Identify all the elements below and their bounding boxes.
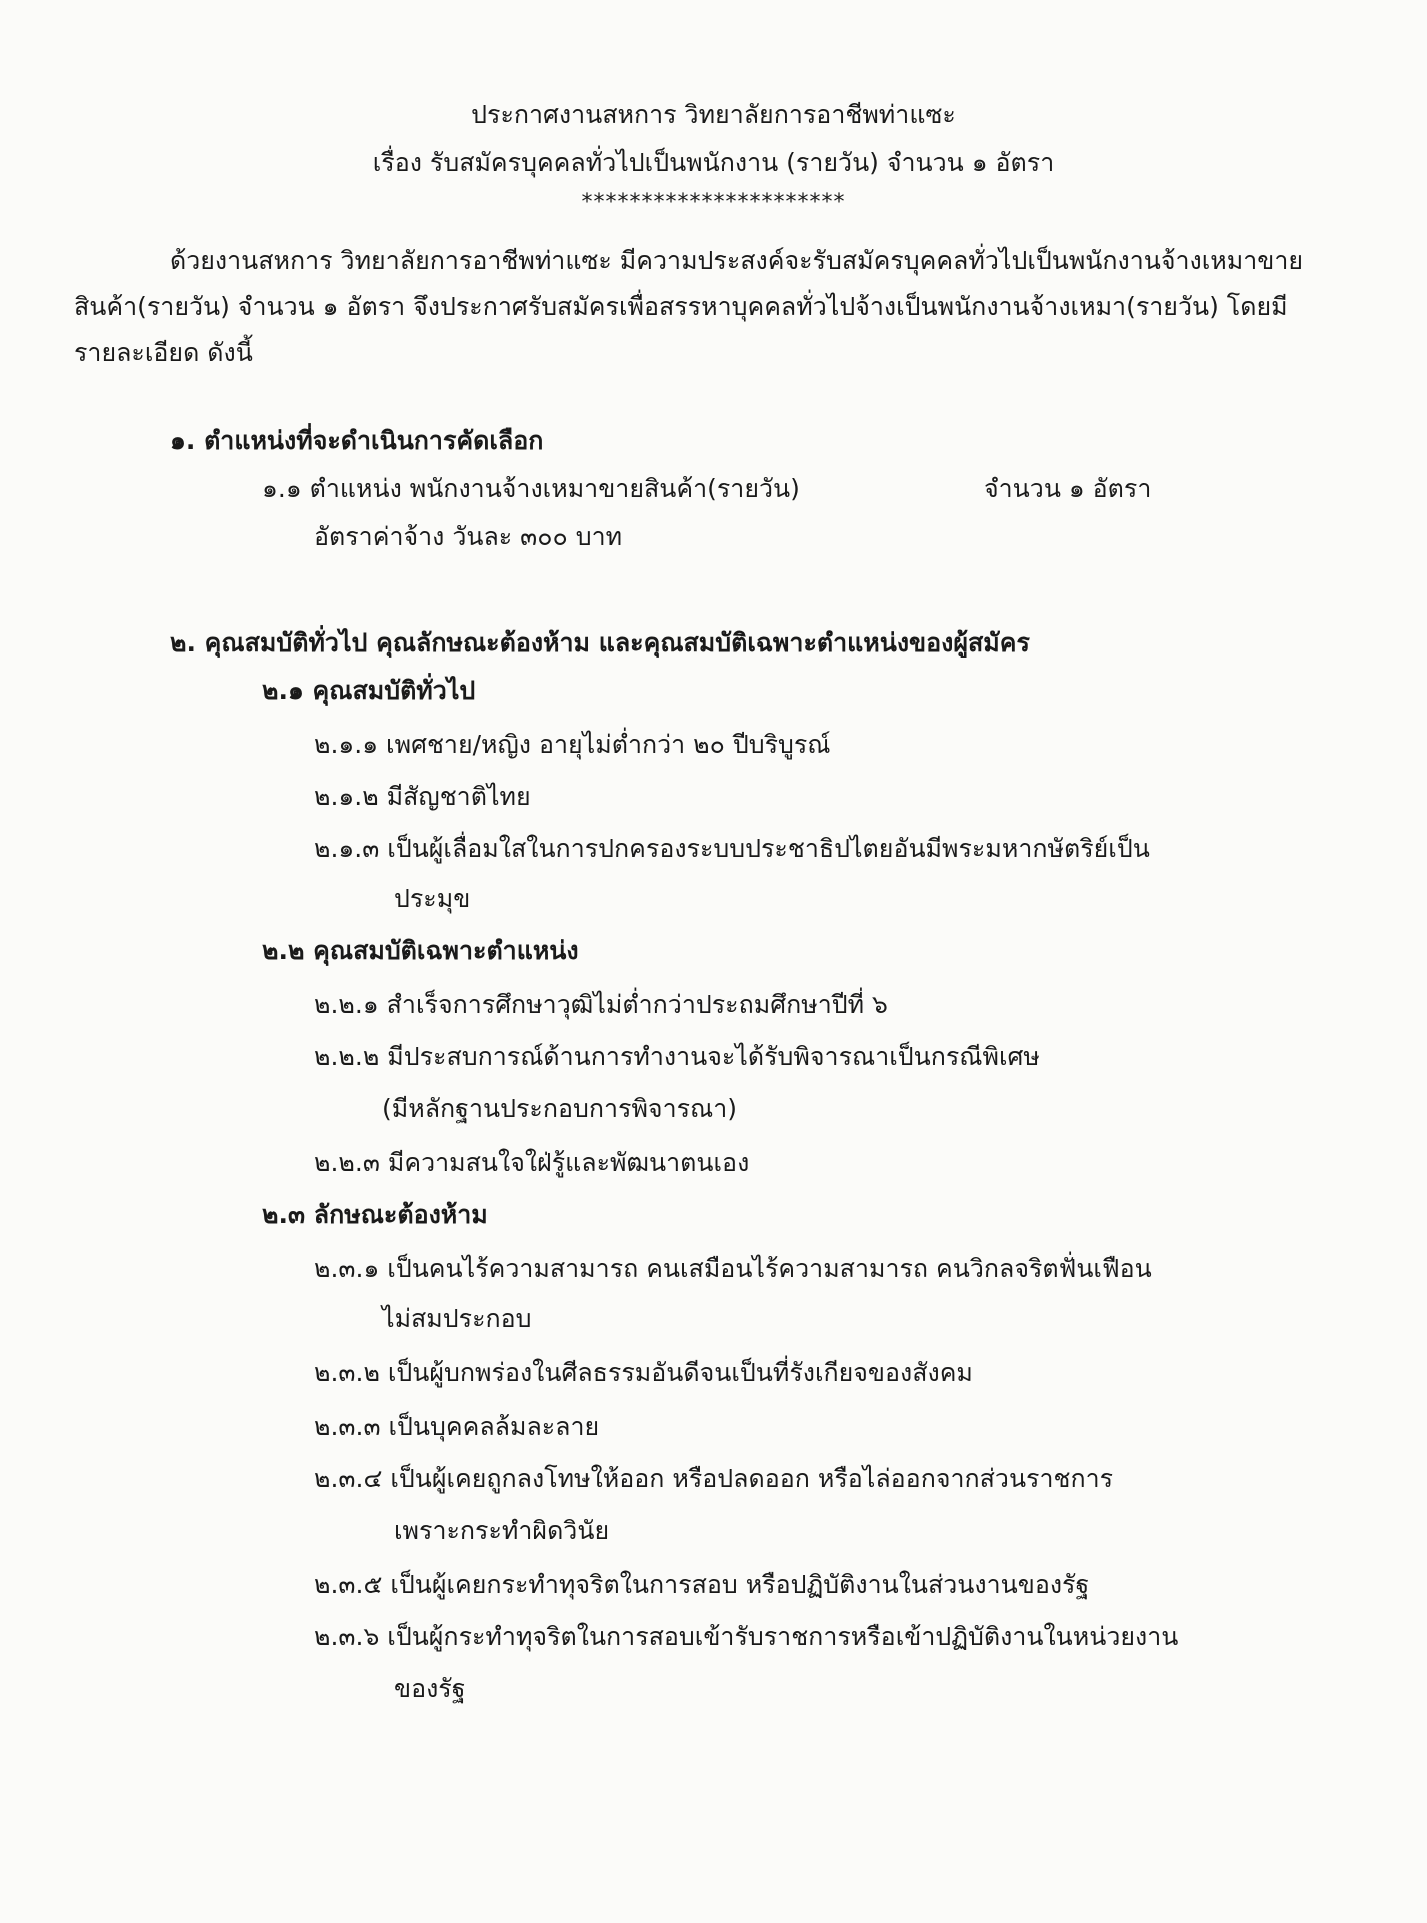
list-item: ๒.๓.๓ เป็นบุคคลล้มละลาย bbox=[314, 1412, 600, 1441]
intro-line-1: ด้วยงานสหการ วิทยาลัยการอาชีพท่าแซะ มีความประสงค์จะรับสมัครบุคคลทั่วไปเป็นพนักงานจ้างเหมาขาย bbox=[170, 246, 1304, 275]
list-item: ๒.๑.๒ มีสัญชาติไทย bbox=[314, 782, 531, 811]
list-item-continuation: ไม่สมประกอบ bbox=[382, 1304, 532, 1333]
list-item: ๒.๓.๕ เป็นผู้เคยกระทำทุจริตในการสอบ หรือปฏิบัติงานในส่วนงานของรัฐ bbox=[314, 1570, 1090, 1599]
intro-line-3: รายละเอียด ดังนี้ bbox=[74, 338, 253, 367]
section-1-heading: ๑. ตำแหน่งที่จะดำเนินการคัดเลือก bbox=[170, 426, 544, 455]
announcement-title: ประกาศงานสหการ วิทยาลัยการอาชีพท่าแซะ bbox=[471, 100, 956, 129]
announcement-subject: เรื่อง รับสมัครบุคคลทั่วไปเป็นพนักงาน (รายวัน) จำนวน ๑ อัตรา bbox=[372, 148, 1055, 177]
intro-line-2: สินค้า(รายวัน) จำนวน ๑ อัตรา จึงประกาศรับสมัครเพื่อสรรหาบุคคลทั่วไปจ้างเป็นพนักงานจ้างเหมา(รายวัน) โดยมี bbox=[74, 292, 1288, 321]
position-item: ๑.๑ ตำแหน่ง พนักงานจ้างเหมาขายสินค้า(รายวัน) bbox=[262, 474, 800, 503]
list-item-continuation: ของรัฐ bbox=[394, 1674, 466, 1703]
list-item-continuation: เพราะกระทำผิดวินัย bbox=[394, 1516, 610, 1545]
list-item: ๒.๒.๒ มีประสบการณ์ด้านการทำงานจะได้รับพิจารณาเป็นกรณีพิเศษ bbox=[314, 1042, 1040, 1071]
list-item: ๒.๓.๖ เป็นผู้กระทำทุจริตในการสอบเข้ารับราชการหรือเข้าปฏิบัติงานในหน่วยงาน bbox=[314, 1622, 1179, 1651]
list-item: ๒.๑.๓ เป็นผู้เลื่อมใสในการปกครองระบบประชาธิปไตยอันมีพระมหากษัตริย์เป็น bbox=[314, 834, 1150, 863]
list-item-continuation: (มีหลักฐานประกอบการพิจารณา) bbox=[382, 1094, 738, 1123]
list-item: ๒.๑.๑ เพศชาย/หญิง อายุไม่ต่ำกว่า ๒๐ ปีบริบูรณ์ bbox=[314, 730, 831, 759]
subsection-2-2-heading: ๒.๒ คุณสมบัติเฉพาะตำแหน่ง bbox=[262, 936, 579, 965]
list-item: ๒.๓.๔ เป็นผู้เคยถูกลงโทษให้ออก หรือปลดออก หรือไล่ออกจากส่วนราชการ bbox=[314, 1464, 1114, 1493]
divider-stars: ********************** bbox=[581, 190, 846, 215]
list-item: ๒.๓.๑ เป็นคนไร้ความสามารถ คนเสมือนไร้ความสามารถ คนวิกลจริตฟั่นเฟือน bbox=[314, 1254, 1152, 1283]
subsection-2-1-heading: ๒.๑ คุณสมบัติทั่วไป bbox=[262, 676, 476, 705]
position-count: จำนวน ๑ อัตรา bbox=[984, 474, 1152, 503]
list-item: ๒.๒.๑ สำเร็จการศึกษาวุฒิไม่ต่ำกว่าประถมศึกษาปีที่ ๖ bbox=[314, 990, 888, 1019]
list-item: ๒.๓.๒ เป็นผู้บกพร่องในศีลธรรมอันดีจนเป็นที่รังเกียจของสังคม bbox=[314, 1358, 973, 1387]
subsection-2-3-heading: ๒.๓ ลักษณะต้องห้าม bbox=[262, 1200, 488, 1229]
list-item-continuation: ประมุข bbox=[394, 884, 471, 913]
wage-rate: อัตราค่าจ้าง วันละ ๓๐๐ บาท bbox=[314, 522, 623, 551]
list-item: ๒.๒.๓ มีความสนใจใฝ่รู้และพัฒนาตนเอง bbox=[314, 1148, 750, 1177]
section-2-heading: ๒. คุณสมบัติทั่วไป คุณลักษณะต้องห้าม และคุณสมบัติเฉพาะตำแหน่งของผู้สมัคร bbox=[170, 628, 1030, 657]
